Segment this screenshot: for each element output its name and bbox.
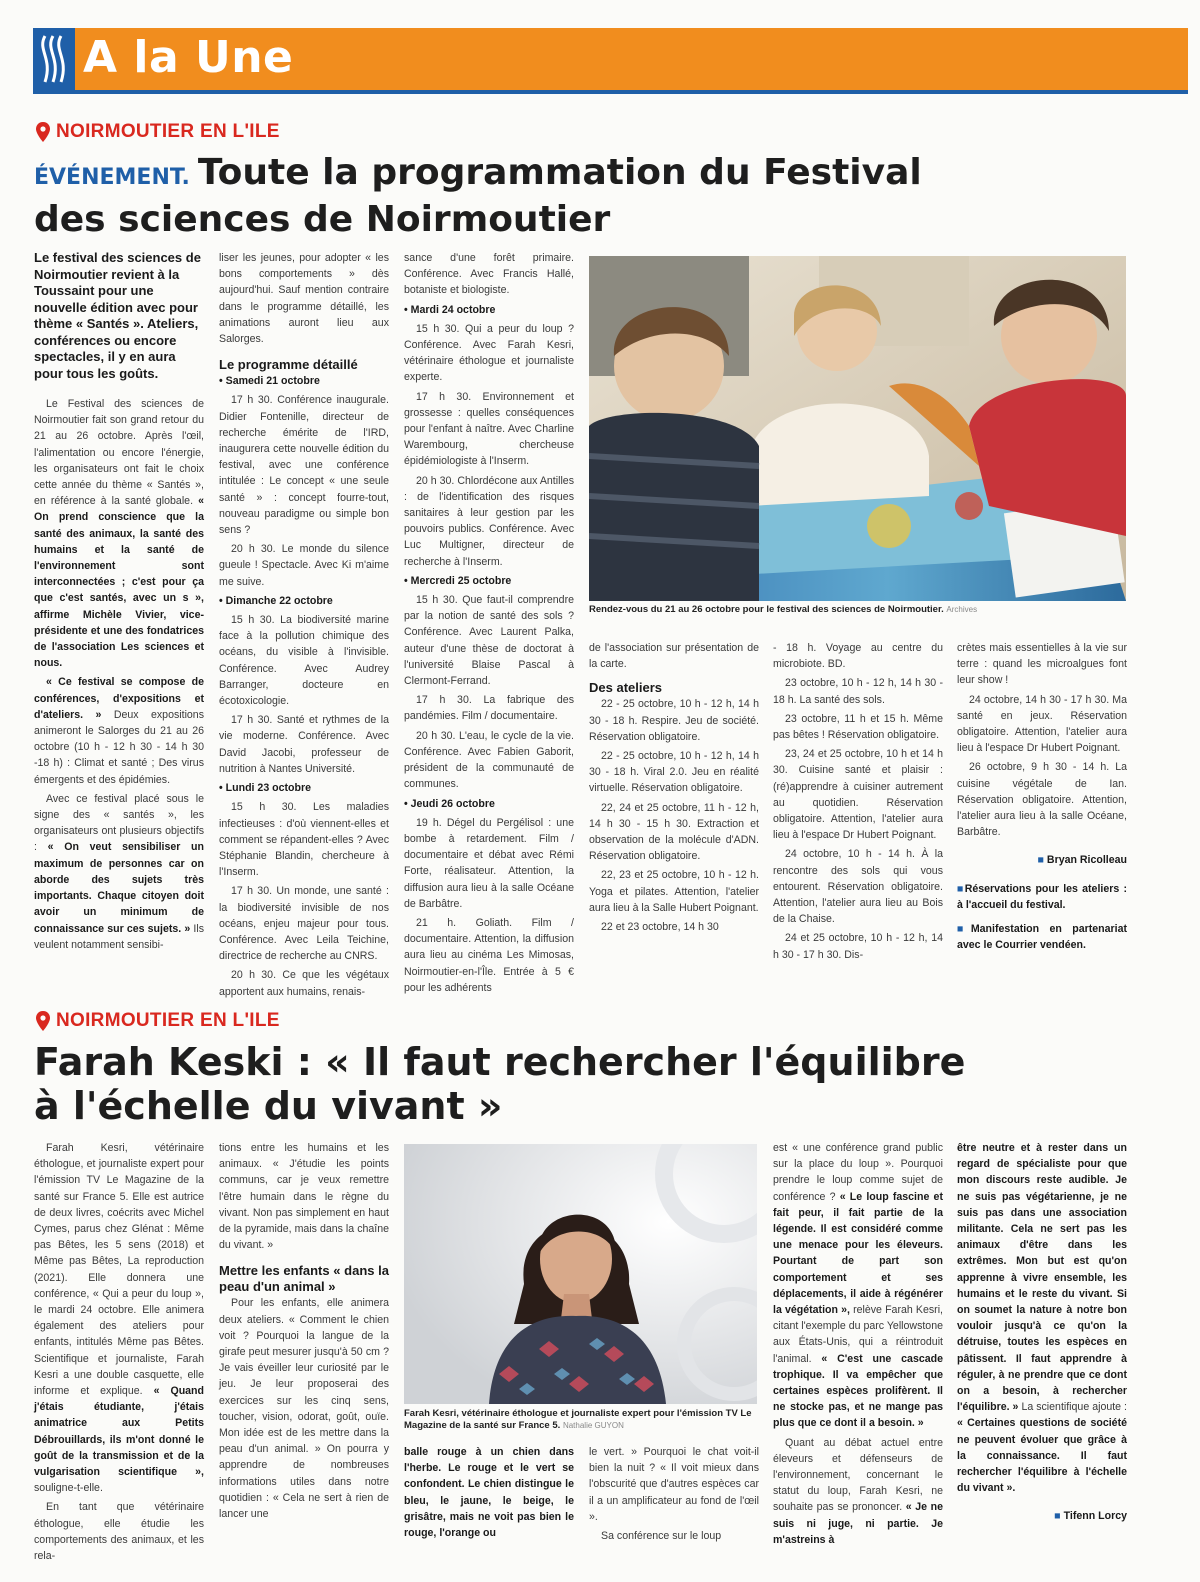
workshop-entry: 22 - 25 octobre, 10 h - 12 h, 14 h 30 - 18 h. Respire. Jeu de société. Réservation obligatoire. — [589, 698, 759, 743]
day-heading: • Samedi 21 octobre — [219, 375, 320, 388]
program-entry: 19 h. Dégel du Pergélisol : une bombe à retardement. Film / documentaire et débat avec Rémi Forte, réalisateur. Attention, la diffusion aura lieu à la salle Océane de Barbâtre. — [404, 816, 574, 910]
quote-bold: balle rouge à un chien dans l'herbe. Le rouge et le vert se confondent. Le chien distingue le bleu, le jaune, le beige, le grisâtre, mais ne voit pas bien le rouge, l'orange ou — [404, 1446, 574, 1540]
headline-line2: à l'échelle du vivant » — [34, 1084, 503, 1128]
caption-text: Farah Kesri, vétérinaire éthologue et journaliste expert pour l'émission TV Le Magazine de la santé sur France 5. — [404, 1408, 752, 1431]
body-text: Ils veulent notamment sensibi- — [34, 922, 204, 951]
headline-line1: Farah Keski : « Il faut rechercher l'équilibre — [34, 1040, 966, 1084]
article2-column-3 — [404, 1444, 574, 1544]
subheading: Le programme détaillé — [219, 357, 358, 373]
day-heading: • Mardi 24 octobre — [404, 303, 496, 316]
body-text: Le Festival des sciences de Noirmoutier fait son grand retour du 21 au 26 octobre. Après l'œil, l'alimentation ou encore l'énergie, les organisateurs ont fait le choix cette année du thème « Santés », en référence à la santé globale. — [34, 398, 204, 508]
body-text: le vert. » Pourquoi le chat voit-il bien la nuit ? « Il voit mieux dans l'obscurité que d'autres espèces car il a un amplificateur au fond de l'œil ». — [589, 1446, 759, 1523]
quote-bold: « Quand j'étais étudiante, j'étais animatrice aux Petits Débrouillards, ils m'ont donné le goût de la transmission et de la vulgarisation scientifique », — [34, 1385, 204, 1479]
day-heading: • Lundi 23 octobre — [219, 782, 311, 795]
workshop-entry: 24 octobre, 14 h 30 - 17 h 30. Ma santé en jeux. Réservation obligatoire. Attention, l'atelier aura lieu à l'espace Dr Hubert Poignant. — [957, 693, 1127, 755]
workshop-entry: 23 octobre, 10 h - 12 h, 14 h 30 - 18 h. La santé des sols. — [773, 677, 943, 706]
body-text: Sa conférence sur le loup — [601, 1530, 722, 1543]
section-title: A la Une — [83, 32, 294, 83]
photo-credit: Archives — [946, 605, 978, 614]
article1-column-4 — [589, 640, 759, 938]
program-entry: 15 h 30. Qui a peur du loup ? Conférence. Avec Farah Kesri, vétérinaire éthologue et journaliste experte. — [404, 322, 574, 384]
workshop-entry: 23, 24 et 25 octobre, 10 h et 14 h 30. Cuisine santé et plaisir : (ré)apprendre à cuisiner autrement au quotidien. Réservation obligatoire. Attention, l'atelier aura lieu à l'espace Dr Hubert Poignant. — [773, 748, 943, 842]
quote-bold: « Je ne suis ni juge, ni partie. Je m'astreins à — [773, 1501, 943, 1546]
day-heading: • Jeudi 26 octobre — [404, 797, 495, 810]
quote-bold: « Certaines questions de société ne peuvent évoluer que grâce à la connaissance. Il faut rechercher l'équilibre à l'échelle du vivant ». — [957, 1417, 1127, 1495]
article1-column-3 — [404, 250, 574, 999]
workshop-entry: 24 octobre, 10 h - 14 h. À la rencontre des sols qui vous entourent. Réservation obligatoire. Attention, l'atelier aura lieu au Bois de la Chaise. — [773, 848, 943, 926]
article2-headline — [34, 1040, 1134, 1128]
quote-bold: « C'est une cascade trophique. Il va empêcher que certaines espèces prolifèrent. Il ne stocke pas, et ne mange pas plus que ce dont il a besoin. » — [773, 1352, 943, 1430]
article1-column-6 — [957, 640, 1127, 956]
article2-column-4 — [589, 1444, 759, 1547]
waves-logo-icon — [33, 28, 75, 90]
quote-bold: « Ce festival se compose de conférences, d'expositions et d'ateliers. » — [34, 676, 204, 721]
info-note: ■ Manifestation en partenariat avec le Courrier vendéen. — [957, 921, 1127, 953]
headline-line2: des sciences de Noirmoutier — [34, 199, 611, 240]
body-text: La scientifique ajoute : — [1021, 1401, 1127, 1414]
body-text: souligne-t-elle. — [34, 1482, 103, 1495]
lead: Le festival des sciences de Noirmoutier revient à la Toussaint pour une nouvelle édition avec pour thème « Santés ». Ateliers, conférences ou encore spectacles, il y en aura pour tous les goûts. — [34, 250, 201, 381]
article2-column-2 — [219, 1140, 389, 1525]
body-text: relève Farah Kesri, citant l'exemple du parc Yellowstone aux États-Unis, qui a réintroduit l'animal. — [773, 1304, 943, 1365]
body-text: - 18 h. Voyage au centre du microbiote. BD. — [773, 642, 943, 671]
body-text: est « une conférence grand public sur la place du loup ». Pourquoi prendre le loup comme sujet de conférence ? — [773, 1142, 943, 1203]
workshop-entry: 22 - 25 octobre, 10 h - 12 h, 14 h 30 - 18 h. Viral 2.0. Jeu en réalité virtuelle. Réservation obligatoire. — [589, 750, 759, 795]
workshop-entry: 24 et 25 octobre, 10 h - 12 h, 14 h 30 - 17 h 30. Dis- — [773, 932, 943, 961]
program-entry: 17 h 30. Un monde, une santé : la biodiversité invisible de nos océans, enjeu majeur pour tous. Conférence. Avec Leila Teichine, directrice de recherche au CNRS. — [219, 885, 389, 963]
body-text: Pour les enfants, elle animera deux ateliers. « Comment le chien voit ? Pourquoi la langue de la girafe peut mesurer jusqu'à 50 cm ? Je vais éveiller leur curiosité par le jeu. Je leur proposerai des exercices sur les cinq sens, toucher, vision, odorat, goût, ouïe. Mon idée est de les mettre dans la peau d'un animal. » On pourra y apprendre de nombreuses informations utiles dans notre quotidien : « Cela ne sert à rien de lancer une — [219, 1297, 389, 1521]
portrait-photo — [404, 1144, 757, 1404]
body-text: Avec ce festival placé sous le signe des « santés », les organisateurs ont plusieurs objectifs : — [34, 792, 204, 854]
program-entry: 20 h 30. Ce que les végétaux apportent aux humains, renais- — [219, 969, 389, 998]
workshop-entry: 26 octobre, 9 h 30 - 14 h. La cuisine végétale de Ian. Réservation obligatoire. Attention, l'atelier aura lieu à la salle Océane, Barbâtre. — [957, 761, 1127, 839]
workshop-entry: 22, 23 et 25 octobre, 10 h - 12 h. Yoga et pilates. Attention, l'atelier aura lieu à la Salle Hubert Poignant. — [589, 869, 759, 914]
article1-headline — [34, 152, 934, 241]
photo-caption — [404, 1408, 759, 1432]
photo-credit: Nathalie GUYON — [562, 1421, 624, 1430]
location-pin-icon — [36, 122, 50, 142]
author-name: Tifenn Lorcy — [1063, 1510, 1127, 1523]
body-text: sance d'une forêt primaire. Conférence. Avec Francis Hallé, botaniste et biologiste. — [404, 252, 574, 297]
article2-column-6 — [957, 1140, 1127, 1528]
subheading: Des ateliers — [589, 680, 662, 696]
program-entry: 17 h 30. Conférence inaugurale. Didier Fontenille, directeur de recherche émérite de l'IRD, inaugurera cette nouvelle édition du festival, avec une conférence intitulée : Le concept « une seule santé » : concept fourre-tout, nouveau paradigme ou simple bon sens ? — [219, 394, 389, 537]
program-entry: 20 h 30. Le monde du silence gueule ! Spectacle. Avec Ki m'aime me suive. — [219, 543, 389, 588]
subheading: Mettre les enfants « dans la peau d'un animal » — [219, 1263, 389, 1295]
body-text: tions entre les humains et les animaux. « J'étudie les points communs, car je veux remettre l'être humain dans le règne du vivant. Non pas simplement en haut de la pyramide, mais dans la chaîne du vivant. » — [219, 1142, 389, 1252]
photo-caption — [589, 604, 1129, 616]
author-signature: ■ Bryan Ricolleau — [1037, 854, 1127, 867]
location-text: NOIRMOUTIER EN L'ILE — [56, 1010, 280, 1031]
section-banner — [33, 28, 1188, 94]
program-entry: 17 h 30. Environnement et grossesse : quelles conséquences pour l'enfant à naître. Avec Charline Warembourg, chercheuse épidémiologiste à l'Inserm. — [404, 390, 574, 468]
program-entry: 15 h 30. Que faut-il comprendre par la notion de santé des sols ? Conférence. Avec Laurent Palka, auteur d'une thèse de doctorat à l'université Blaise Pascal à Clermont-Ferrand. — [404, 594, 574, 688]
body-text: Quant au débat actuel entre éleveurs et défenseurs de l'environnement, concernant le statut du loup, Farah Kesri, ne souhaite pas se prononcer. — [773, 1436, 943, 1514]
location-text: NOIRMOUTIER EN L'ILE — [56, 121, 280, 142]
quote-bold: « On veut sensibiliser un maximum de personnes car on aborde des sujets très importants. Chaque citoyen doit avoir un minimum de connaissance sur ces sujets. » — [34, 841, 204, 935]
festival-photo — [589, 256, 1126, 601]
workshop-entry: 22, 24 et 25 octobre, 11 h - 12 h, 14 h 30 - 15 h 30. Extraction et observation de la molécule d'ADN. Réservation obligatoire. — [589, 801, 759, 863]
author-name: Bryan Ricolleau — [1046, 854, 1127, 867]
author-signature: ■ Tifenn Lorcy — [1054, 1510, 1127, 1523]
article1-column-5 — [773, 640, 943, 966]
quote-bold: être neutre et à rester dans un regard de spécialiste pour que mon discours reste audible. Je ne suis pas végétarienne, je ne suis pas dans une association militante. Cela ne sert pas les animaux d'être dans les extrêmes. Mon but est qu'on apprenne à vivre ensemble, les humains et le reste du vivant. Si on soumet la nature à notre bon vouloir jusqu'à ce qu'on la détruise, toutes les espèces en pâtissent. Il faut apprendre à réguler, à ne prendre que ce dont on a besoin, à rechercher l'équilibre. » — [957, 1142, 1127, 1414]
article2-column-1 — [34, 1140, 204, 1567]
program-entry: 15 h 30. La biodiversité marine face à la pollution chimique des océans, du visible à l'invisible. Conférence. Avec Audrey Barranger, docteure en écotoxicologie. — [219, 614, 389, 708]
quote-bold: « On prend conscience que la santé des animaux, la santé des humains et la santé de l'environnement sont interconnectées ; c'est pour ça que c'est santés, avec un s », affirme Michèle Vivier, vice-présidente et une des fondatrices de l'association Les sciences et nous. — [34, 495, 204, 670]
article2-location — [36, 1010, 280, 1032]
info-note: ■ Réservations pour les ateliers : à l'accueil du festival. — [957, 881, 1127, 913]
caption-text: Rendez-vous du 21 au 26 octobre pour le festival des sciences de Noirmoutier. — [589, 604, 944, 615]
workshop-entry: 23 octobre, 11 h et 15 h. Même pas bêtes ! Réservation obligatoire. — [773, 712, 943, 742]
body-text: En tant que vétérinaire éthologue, elle étudie les comportements des animaux, et les rela- — [34, 1501, 204, 1563]
workshop-entry: 22 et 23 octobre, 14 h 30 — [601, 921, 719, 934]
location-pin-icon — [36, 1011, 50, 1031]
day-heading: • Mercredi 25 octobre — [404, 574, 512, 587]
program-entry: 20 h 30. L'eau, le cycle de la vie. Conférence. Avec Fabien Gaborit, président de la communauté de communes. — [404, 729, 574, 791]
article1-column-1 — [34, 250, 204, 956]
body-text: crètes mais essentielles à la vie sur terre : quand les microalgues font leur show ! — [957, 642, 1127, 687]
article1-location — [36, 121, 280, 143]
body-text: liser les jeunes, pour adopter « les bons comportements » dès aujourd'hui. Sauf mention contraire dans le programme détaillé, les animations auront lieu aux Salorges. — [219, 252, 389, 346]
kicker: ÉVÉNEMENT. — [34, 165, 190, 190]
day-heading: • Dimanche 22 octobre — [219, 594, 333, 607]
program-entry: 17 h 30. La fabrique des pandémies. Film / documentaire. — [404, 694, 574, 723]
program-entry: 21 h. Goliath. Film / documentaire. Attention, la diffusion aura lieu au cinéma Les Mimosas, Noirmoutier-en-l'Île. Entrée à 5 € pour les adhérents — [404, 916, 574, 994]
body-text: Deux expositions animeront le Salorges du 21 au 26 octobre (10 h - 12 h 30 - 14 h 30 -18 h) : Climat et santé ; Des virus émergents et des épidémies. — [34, 708, 204, 786]
program-entry: 20 h 30. Chlordécone aux Antilles : de l'identification des risques sanitaires à leur gestion par les pouvoirs publics. Conférence. Avec Luc Multigner, directeur de recherche à l'Inserm. — [404, 474, 574, 568]
headline-line1: Toute la programmation du Festival — [197, 152, 922, 193]
article1-column-2 — [219, 250, 389, 1003]
body-text: Farah Kesri, vétérinaire éthologue, et journaliste expert pour l'émission TV Le Magazine de la santé sur France 5. Elle est autrice de deux livres, coécrits avec Michel Cymes, parus chez Glénat : Même pas Bêtes, les 5 sens (2018) et Même pas Bêtes, La reproduction (2021). Elle donnera une conférence, « Qui a peur du loup », le mardi 24 octobre. Elle animera également des ateliers pour enfants, intitulés Même pas Bêtes. Scientifique et journaliste, Farah Kesri a une double casquette, elle informe et explique. — [34, 1142, 204, 1398]
program-entry: 17 h 30. Santé et rythmes de la vie moderne. Conférence. Avec David Jacobi, professeur de nutrition à Nantes Université. — [219, 714, 389, 775]
program-entry: 15 h 30. Les maladies infectieuses : d'où viennent-elles et comment se répandent-elles ? Avec Stéphanie Blandin, chercheure à l'Inserm. — [219, 801, 389, 879]
quote-bold: « Le loup fascine et fait peur, il fait partie de la légende. Il est considéré comme une menace pour les éleveurs. Pourtant de part son comportement et ses déplacements, il aide à régénérer la végétation », — [773, 1190, 943, 1317]
article2-column-5 — [773, 1140, 943, 1551]
body-text: de l'association sur présentation de la carte. — [589, 642, 759, 671]
